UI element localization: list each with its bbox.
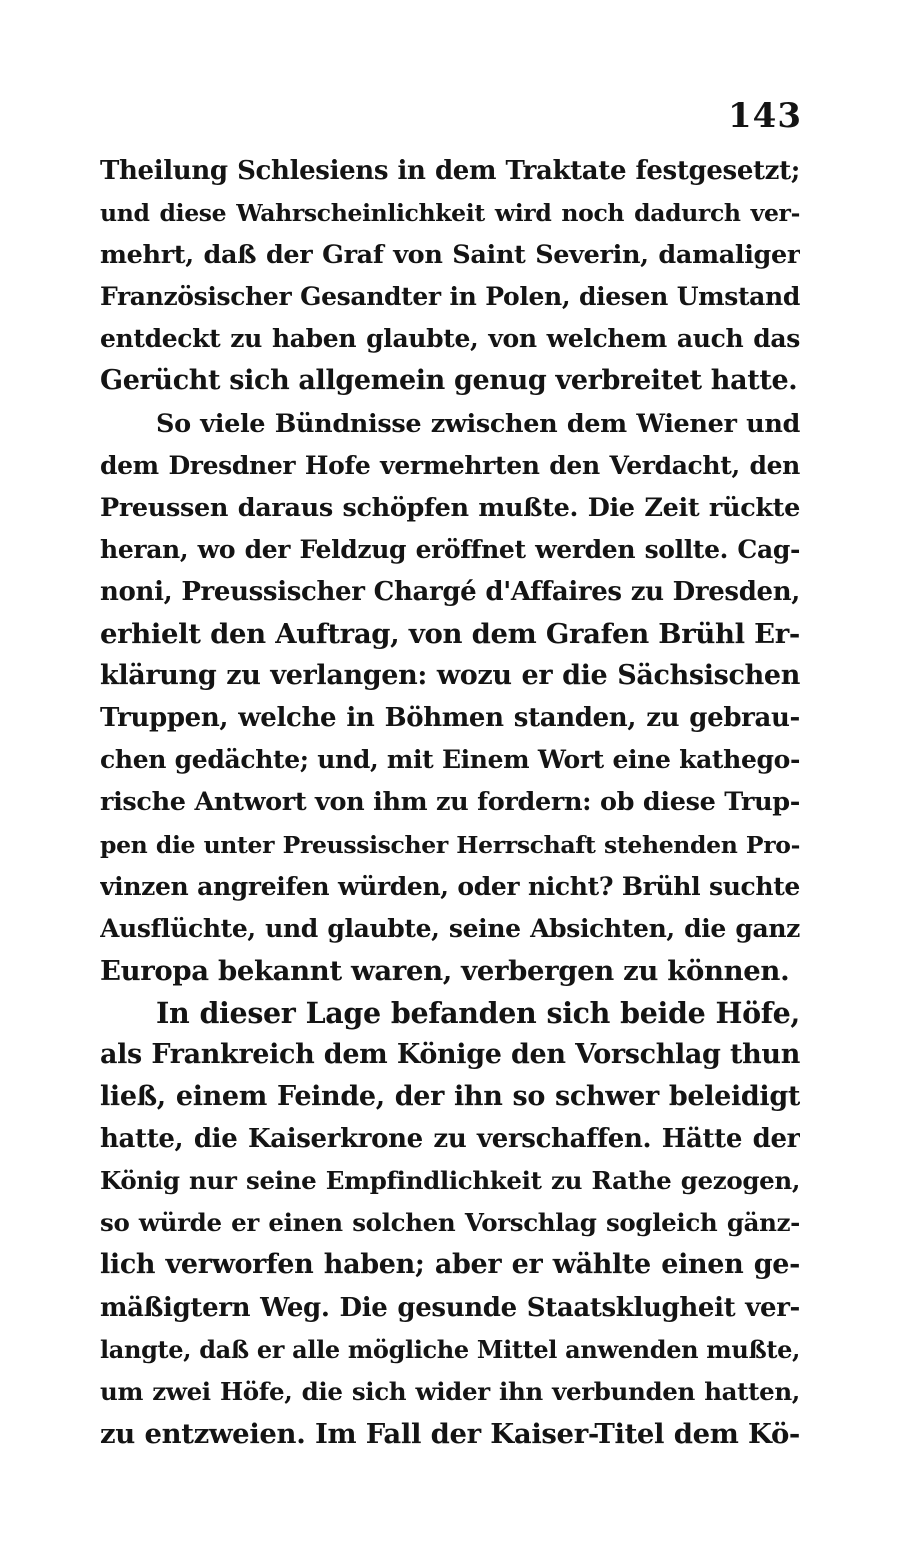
text-line: Theilung Schlesiens in dem Traktate festgesetzt; xyxy=(100,156,800,186)
text-line: Ausflüchte, und glaubte, seine Absichten, die ganz xyxy=(100,913,800,943)
body-text xyxy=(100,150,800,1455)
text-line: Gerücht sich allgemein genug verbreitet hatte. xyxy=(100,365,798,397)
text-line: mehrt, daß der Graf von Saint Severin, damaliger xyxy=(100,240,800,271)
text-line: Europa bekannt waren, verbergen zu können. xyxy=(100,954,790,987)
text-line: entdeckt zu haben glaubte, von welchem auch das xyxy=(100,324,800,354)
page-number: 143 xyxy=(728,96,802,136)
text-line: zu entzweien. Im Fall der Kaiser-Titel dem Kö- xyxy=(100,1417,800,1450)
text-line: erhielt den Auftrag, von dem Grafen Brühl Er- xyxy=(100,618,800,651)
text-line: als Frankreich dem Könige den Vorschlag thun xyxy=(100,1038,800,1070)
text-line: um zwei Höfe, die sich wider ihn verbunden hatten, xyxy=(100,1376,800,1406)
text-line: pen die unter Preussischer Herrschaft stehenden Pro- xyxy=(100,830,800,859)
text-line: vinzen angreifen würden, oder nicht? Brühl suchte xyxy=(100,871,800,901)
text-line: noni, Preussischer Chargé d'Affaires zu Dresden, xyxy=(100,576,800,607)
text-line: rische Antwort von ihm zu fordern: ob diese Trup- xyxy=(100,787,800,818)
text-line: Preussen daraus schöpfen mußte. Die Zeit rückte xyxy=(100,492,800,523)
text-line: mäßigtern Weg. Die gesunde Staatsklugheit ver- xyxy=(100,1292,800,1323)
text-line: langte, daß er alle mögliche Mittel anwenden mußte, xyxy=(100,1334,800,1364)
text-line: dem Dresdner Hofe vermehrten den Verdacht, den xyxy=(100,450,800,480)
text-line: Französischer Gesandter in Polen, diesen Umstand xyxy=(100,282,800,312)
text-line: ließ, einem Feinde, der ihn so schwer beleidigt xyxy=(100,1081,800,1113)
text-line: so würde er einen solchen Vorschlag sogleich gänz- xyxy=(100,1208,800,1238)
text-line: heran, wo der Feldzug eröffnet werden sollte. Cag- xyxy=(100,534,800,564)
text-line: lich verworfen haben; aber er wählte einen ge- xyxy=(100,1249,800,1281)
text-line: hatte, die Kaiserkrone zu verschaffen. Hätte der xyxy=(100,1124,800,1155)
text-line: klärung zu verlangen: wozu er die Sächsischen xyxy=(100,660,800,692)
text-line: Truppen, welche in Böhmen standen, zu gebrau- xyxy=(100,703,800,734)
text-line: In dieser Lage befanden sich beide Höfe, xyxy=(156,995,800,1030)
text-line: chen gedächte; und, mit Einem Wort eine kathego- xyxy=(100,745,800,775)
text-line: So viele Bündnisse zwischen dem Wiener und xyxy=(156,408,800,439)
text-line: und diese Wahrscheinlichkeit wird noch dadurch ver- xyxy=(100,199,800,228)
text-line: König nur seine Empfindlichkeit zu Rathe gezogen, xyxy=(100,1166,800,1196)
